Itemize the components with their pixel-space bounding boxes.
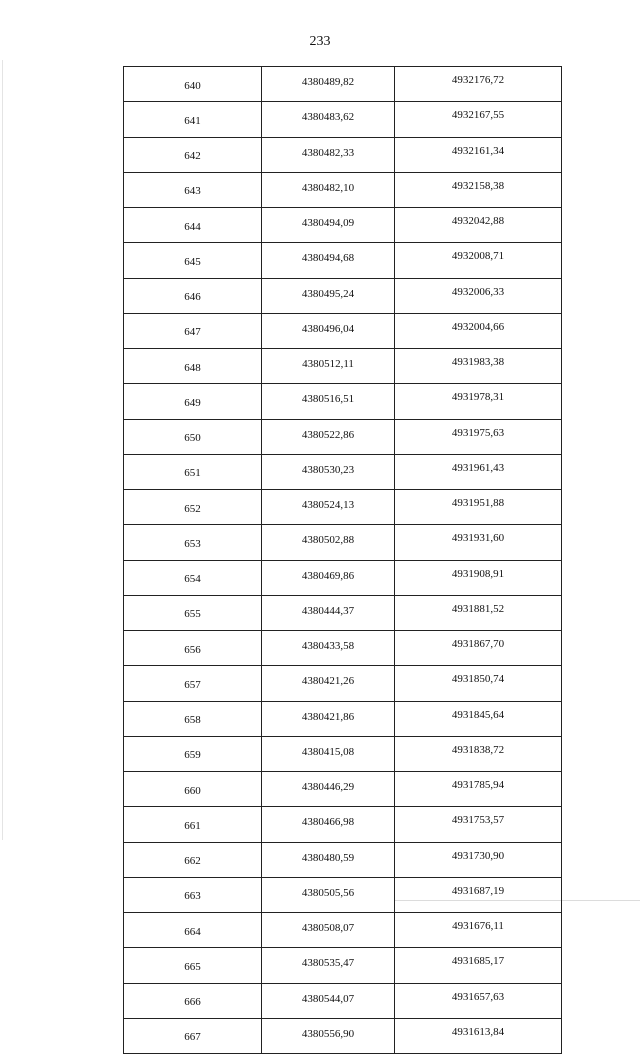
y-coordinate-cell: 4931657,63: [395, 983, 562, 1018]
y-coordinate-cell: 4931975,63: [395, 419, 562, 454]
table-row: [124, 842, 562, 877]
table-row: [124, 983, 562, 1018]
point-number-cell: 644: [124, 208, 262, 243]
x-coordinate-cell: 4380505,56: [262, 877, 395, 912]
y-coordinate-cell: 4932008,71: [395, 243, 562, 278]
x-coordinate-cell: 4380480,59: [262, 842, 395, 877]
table-row: [124, 877, 562, 912]
x-coordinate-cell: 4380415,08: [262, 736, 395, 771]
x-coordinate-cell: 4380496,04: [262, 313, 395, 348]
y-coordinate-cell: 4931676,11: [395, 913, 562, 948]
y-coordinate-cell: 4931850,74: [395, 666, 562, 701]
y-coordinate-cell: 4931951,88: [395, 490, 562, 525]
table-row: [124, 243, 562, 278]
y-coordinate-cell: 4932167,55: [395, 102, 562, 137]
scan-edge-left: [2, 60, 3, 840]
table-row: [124, 631, 562, 666]
y-coordinate-cell: 4932004,66: [395, 313, 562, 348]
x-coordinate-cell: 4380446,29: [262, 772, 395, 807]
x-coordinate-cell: 4380433,58: [262, 631, 395, 666]
x-coordinate-cell: 4380444,37: [262, 595, 395, 630]
x-coordinate-cell: 4380530,23: [262, 454, 395, 489]
x-coordinate-cell: 4380535,47: [262, 948, 395, 983]
table-row: [124, 666, 562, 701]
point-number-cell: 640: [124, 67, 262, 102]
x-coordinate-cell: 4380556,90: [262, 1018, 395, 1053]
point-number-cell: 654: [124, 560, 262, 595]
y-coordinate-cell: 4931613,84: [395, 1018, 562, 1053]
point-number-cell: 646: [124, 278, 262, 313]
point-number-cell: 641: [124, 102, 262, 137]
x-coordinate-cell: 4380512,11: [262, 349, 395, 384]
point-number-cell: 667: [124, 1018, 262, 1053]
table-row: [124, 384, 562, 419]
point-number-cell: 666: [124, 983, 262, 1018]
y-coordinate-cell: 4931753,57: [395, 807, 562, 842]
coordinates-table: [123, 66, 562, 1054]
point-number-cell: 650: [124, 419, 262, 454]
y-coordinate-cell: 4931881,52: [395, 595, 562, 630]
point-number-cell: 657: [124, 666, 262, 701]
y-coordinate-cell: 4931785,94: [395, 772, 562, 807]
y-coordinate-cell: 4931983,38: [395, 349, 562, 384]
point-number-cell: 658: [124, 701, 262, 736]
point-number-cell: 648: [124, 349, 262, 384]
x-coordinate-cell: 4380522,86: [262, 419, 395, 454]
y-coordinate-cell: 4931978,31: [395, 384, 562, 419]
point-number-cell: 655: [124, 595, 262, 630]
table-row: [124, 701, 562, 736]
table-row: [124, 560, 562, 595]
point-number-cell: 665: [124, 948, 262, 983]
page-number: 233: [309, 34, 331, 49]
table-row: [124, 67, 562, 102]
y-coordinate-cell: 4932042,88: [395, 208, 562, 243]
point-number-cell: 652: [124, 490, 262, 525]
table-row: [124, 349, 562, 384]
x-coordinate-cell: 4380544,07: [262, 983, 395, 1018]
y-coordinate-cell: 4931845,64: [395, 701, 562, 736]
x-coordinate-cell: 4380469,86: [262, 560, 395, 595]
point-number-cell: 642: [124, 137, 262, 172]
table-row: [124, 736, 562, 771]
table-row: [124, 278, 562, 313]
point-number-cell: 653: [124, 525, 262, 560]
table-row: [124, 595, 562, 630]
x-coordinate-cell: 4380482,33: [262, 137, 395, 172]
point-number-cell: 647: [124, 313, 262, 348]
point-number-cell: 656: [124, 631, 262, 666]
y-coordinate-cell: 4931961,43: [395, 454, 562, 489]
point-number-cell: 643: [124, 172, 262, 207]
x-coordinate-cell: 4380421,26: [262, 666, 395, 701]
point-number-cell: 662: [124, 842, 262, 877]
x-coordinate-cell: 4380494,09: [262, 208, 395, 243]
x-coordinate-cell: 4380495,24: [262, 278, 395, 313]
table-row: [124, 807, 562, 842]
x-coordinate-cell: 4380466,98: [262, 807, 395, 842]
table-row: [124, 1018, 562, 1053]
x-coordinate-cell: 4380524,13: [262, 490, 395, 525]
table-row: [124, 948, 562, 983]
y-coordinate-cell: 4931867,70: [395, 631, 562, 666]
table-row: [124, 172, 562, 207]
table-row: [124, 208, 562, 243]
point-number-cell: 645: [124, 243, 262, 278]
table-row: [124, 525, 562, 560]
x-coordinate-cell: 4380516,51: [262, 384, 395, 419]
x-coordinate-cell: 4380482,10: [262, 172, 395, 207]
point-number-cell: 649: [124, 384, 262, 419]
point-number-cell: 663: [124, 877, 262, 912]
table-row: [124, 137, 562, 172]
point-number-cell: 651: [124, 454, 262, 489]
y-coordinate-cell: 4931908,91: [395, 560, 562, 595]
x-coordinate-cell: 4380508,07: [262, 913, 395, 948]
y-coordinate-cell: 4931838,72: [395, 736, 562, 771]
y-coordinate-cell: 4931931,60: [395, 525, 562, 560]
point-number-cell: 661: [124, 807, 262, 842]
table-row: [124, 454, 562, 489]
y-coordinate-cell: 4932158,38: [395, 172, 562, 207]
point-number-cell: 660: [124, 772, 262, 807]
y-coordinate-cell: 4932161,34: [395, 137, 562, 172]
x-coordinate-cell: 4380421,86: [262, 701, 395, 736]
y-coordinate-cell: 4932006,33: [395, 278, 562, 313]
x-coordinate-cell: 4380483,62: [262, 102, 395, 137]
y-coordinate-cell: 4931685,17: [395, 948, 562, 983]
table-row: [124, 772, 562, 807]
x-coordinate-cell: 4380494,68: [262, 243, 395, 278]
x-coordinate-cell: 4380489,82: [262, 67, 395, 102]
table-row: [124, 490, 562, 525]
y-coordinate-cell: 4932176,72: [395, 67, 562, 102]
y-coordinate-cell: 4931730,90: [395, 842, 562, 877]
table-row: [124, 419, 562, 454]
point-number-cell: 664: [124, 913, 262, 948]
y-coordinate-cell: 4931687,19: [395, 877, 562, 912]
x-coordinate-cell: 4380502,88: [262, 525, 395, 560]
table-row: [124, 313, 562, 348]
point-number-cell: 659: [124, 736, 262, 771]
table-row: [124, 913, 562, 948]
coordinates-table-body: [124, 67, 562, 1054]
table-row: [124, 102, 562, 137]
